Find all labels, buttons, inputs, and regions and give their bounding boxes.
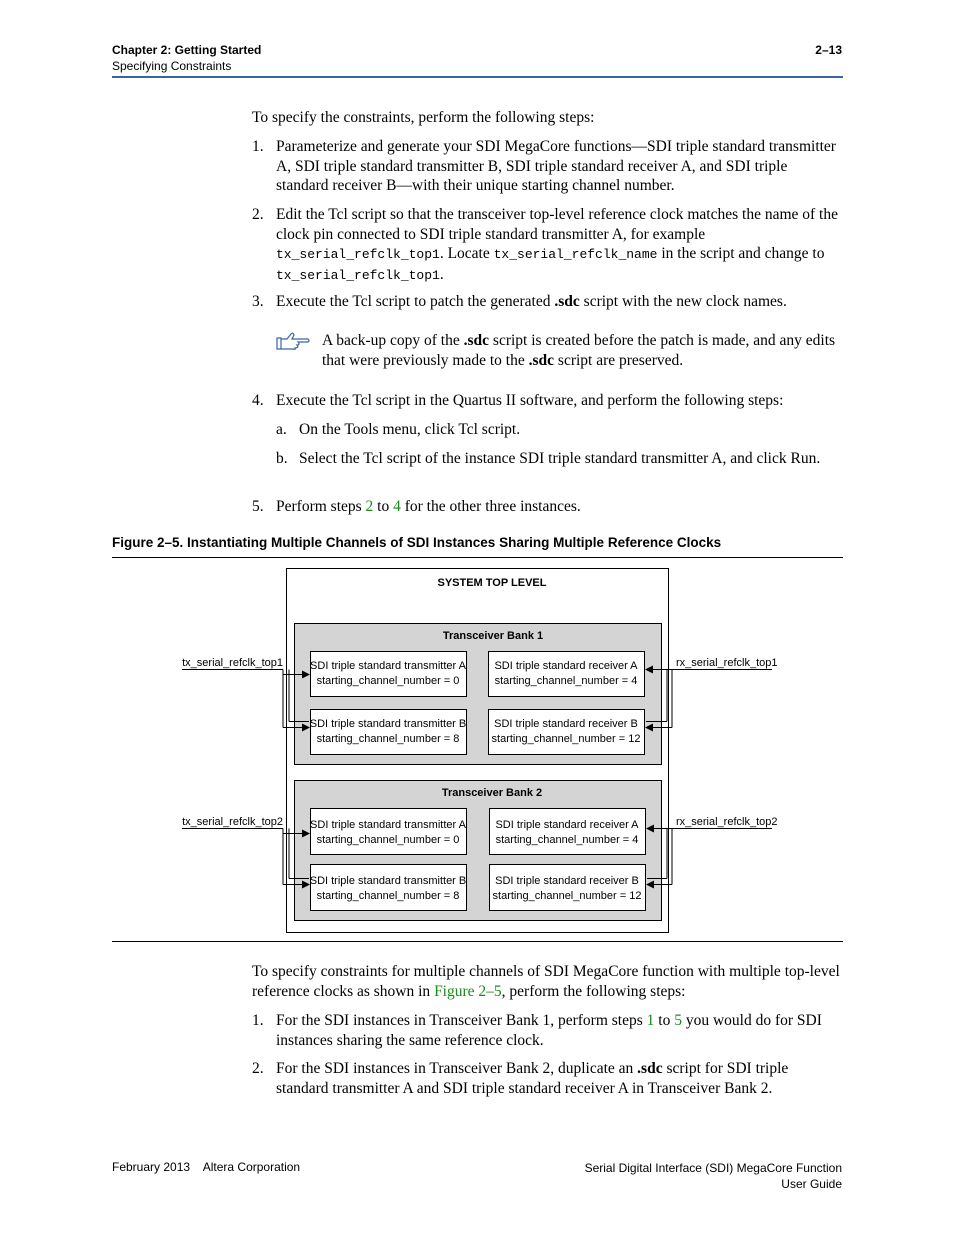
substep-text: Select the Tcl script of the instance SDI triple standard transmitter A, and click Run. <box>299 450 821 467</box>
clock-label-rx-top1: rx_serial_refclk_top1 <box>676 657 778 669</box>
step-number: 2. <box>252 1060 264 1077</box>
block-label: SDI triple standard receiver B <box>494 718 638 730</box>
substep-letter: a. <box>276 421 287 438</box>
figure-title: Figure 2–5. Instantiating Multiple Channels of SDI Instances Sharing Multiple Reference Clocks <box>112 535 722 550</box>
block-label: starting_channel_number = 8 <box>316 890 460 902</box>
figure-link[interactable]: Figure 2–5 <box>434 982 502 1000</box>
step-number: 1. <box>252 1012 264 1029</box>
section-title: Specifying Constraints <box>112 59 232 73</box>
substep-letter: b. <box>276 450 288 467</box>
code-refclk-top1: tx_serial_refclk_top1 <box>276 267 440 283</box>
block-label: starting_channel_number = 4 <box>495 834 639 846</box>
block-tx-a <box>311 809 467 855</box>
step-text: Execute the Tcl script in the Quartus II software, and perform the following steps: <box>276 392 784 409</box>
substep-text: On the Tools menu, click Tcl script. <box>299 421 521 438</box>
note-text: A back-up copy of the .sdc script is created before the patch is made, and any edits that were previously made to the .sdc script are preserved. <box>322 332 836 369</box>
block-label: starting_channel_number = 4 <box>494 675 638 687</box>
code-refclk-top1: tx_serial_refclk_top1 <box>276 247 440 262</box>
system-label: SYSTEM TOP LEVEL <box>437 577 547 589</box>
footer-date-company: February 2013 Altera Corporation <box>112 1160 301 1174</box>
figure-bottom-rule <box>112 941 843 942</box>
step-link-2[interactable]: 2 <box>365 498 374 515</box>
footer-title-line1: Serial Digital Interface (SDI) MegaCore Function <box>584 1161 842 1175</box>
step-text: Perform steps 2 to 4 for the other three instances. <box>276 498 581 515</box>
step-link-5[interactable]: 5 <box>674 1012 682 1029</box>
step2-2 <box>252 1059 842 1098</box>
block-label: SDI triple standard receiver B <box>495 875 639 887</box>
step-text: Edit the Tcl script so that the transceiver top-level reference clock matches the name of the clock pin connected to SDI triple standard transmitter A, for example tx_serial_refclk_top1. Locate tx_serial_refclk_name in the script and change to tx_serial_refclk_top1. <box>276 206 838 283</box>
block-rx-b <box>489 710 645 755</box>
block-label: SDI triple standard transmitter B <box>309 718 467 730</box>
page-number: 2–13 <box>815 43 842 57</box>
block-rx-a <box>489 652 645 697</box>
bank-title: Transceiver Bank 2 <box>441 787 543 799</box>
intro-paragraph: To specify the constraints, perform the following steps: <box>252 109 595 126</box>
bank-title: Transceiver Bank 1 <box>442 630 544 642</box>
block-label: starting_channel_number = 8 <box>316 733 460 745</box>
block-label: SDI triple standard transmitter A <box>310 819 466 831</box>
clock-label-rx-top2: rx_serial_refclk_top2 <box>676 816 778 828</box>
step-number: 5. <box>252 498 264 515</box>
step-number: 4. <box>252 392 264 409</box>
block-label: starting_channel_number = 12 <box>492 890 642 902</box>
block-tx-b <box>311 865 467 911</box>
block-tx-a <box>311 652 467 697</box>
step-link-1[interactable]: 1 <box>646 1012 655 1029</box>
block-rx-a <box>490 809 646 855</box>
step-text: For the SDI instances in Transceiver Bank 1, perform steps 1 to 5 you would do for SDI instances sharing the same reference clock. <box>276 1012 822 1049</box>
block-label: starting_channel_number = 12 <box>491 733 641 745</box>
footer-doc-title <box>585 1160 842 1192</box>
clock-label-tx-top2: tx_serial_refclk_top2 <box>182 816 283 828</box>
step-number: 3. <box>252 293 264 310</box>
block-tx-b <box>311 710 467 755</box>
block-label: starting_channel_number = 0 <box>316 675 460 687</box>
after-paragraph: To specify constraints for multiple channels of SDI MegaCore function with multiple top-level reference clocks as shown in Figure 2–5, perform the following steps: <box>252 963 840 1000</box>
step-number: 1. <box>252 138 264 155</box>
block-label: SDI triple standard receiver A <box>494 660 638 672</box>
step-link-4[interactable]: 4 <box>393 498 401 515</box>
block-label: SDI triple standard transmitter A <box>310 660 466 672</box>
step-text: For the SDI instances in Transceiver Bank 2, duplicate an .sdc script for SDI triple standard transmitter A and SDI triple standard receiver A in Transceiver Bank 2. <box>276 1060 789 1097</box>
step-text: Parameterize and generate your SDI MegaCore functions—SDI triple standard transmitter A, SDI triple standard transmitter B, SDI triple standard receiver A, and SDI triple standard receiver B—with their unique starting channel number. <box>276 138 836 194</box>
step-number: 2. <box>252 206 264 223</box>
chapter-title: Chapter 2: Getting Started <box>112 43 262 57</box>
step-text: Execute the Tcl script to patch the generated .sdc script with the new clock names. <box>276 293 787 310</box>
step2-1 <box>252 1011 842 1050</box>
clock-label-tx-top1: tx_serial_refclk_top1 <box>182 657 283 669</box>
block-label: SDI triple standard transmitter B <box>309 875 467 887</box>
block-rx-b <box>490 865 646 911</box>
footer-title-line2: User Guide <box>781 1177 842 1191</box>
multi-clock-section <box>252 962 842 1097</box>
code-refclk-name: tx_serial_refclk_name <box>493 247 658 262</box>
block-label: SDI triple standard receiver A <box>495 819 639 831</box>
block-label: starting_channel_number = 0 <box>316 834 460 846</box>
